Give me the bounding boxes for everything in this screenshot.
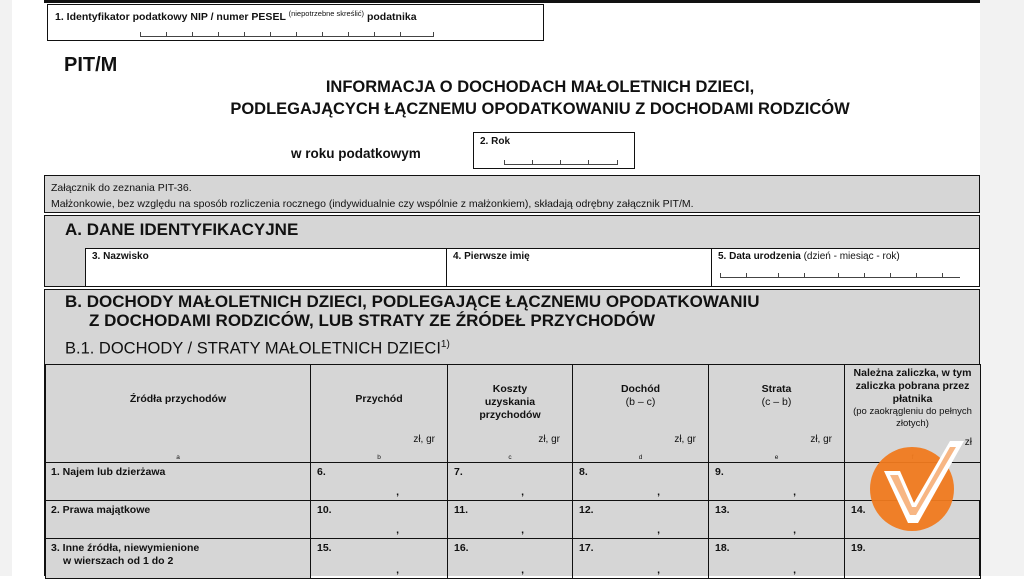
nip-pesel-field[interactable] xyxy=(47,4,544,41)
top-rule xyxy=(44,0,980,3)
table-row xyxy=(46,463,981,501)
first-name-field[interactable] xyxy=(446,248,712,286)
col-header-income: Dochód (b – c) zł, gr d xyxy=(573,365,709,463)
income-table xyxy=(45,364,981,579)
note-line2: Małżonkowie, bez względu na sposób rozliczenia rocznego (indywidualnie czy wspólnie z małżonkiem), składają odrębny załącznik PIT/M. xyxy=(51,198,694,210)
birth-date-hint: (dzień - miesiąc - rok) xyxy=(803,251,900,262)
section-b xyxy=(44,289,980,576)
surname-label: 3. Nazwisko xyxy=(92,251,149,262)
field-8[interactable]: 8. , xyxy=(573,463,709,501)
field-9[interactable]: 9. , xyxy=(709,463,845,501)
section-a xyxy=(44,215,980,287)
section-b-heading-line1: B. DOCHODY MAŁOLETNICH DZIECI, PODLEGAJĄCE ŁĄCZNEMU OPODATKOWANIU xyxy=(65,292,760,311)
field-11[interactable]: 11. , xyxy=(448,501,573,539)
field-16[interactable]: 16. , xyxy=(448,539,573,579)
page-edge-right xyxy=(980,0,1024,576)
col-header-costs: Koszty uzyskania przychodów zł, gr c xyxy=(448,365,573,463)
field-17[interactable]: 17. , xyxy=(573,539,709,579)
section-b-heading-line2: Z DOCHODAMI RODZICÓW, LUB STRATY ZE ŹRÓDEŁ PRZYCHODÓW xyxy=(89,311,656,330)
col-header-loss: Strata (c – b) zł, gr e xyxy=(709,365,845,463)
field-15[interactable]: 15. , xyxy=(311,539,448,579)
first-name-label: 4. Pierwsze imię xyxy=(453,251,530,262)
birth-date-label: 5. Data urodzenia xyxy=(718,251,801,262)
col-header-source: Źródła przychodów a xyxy=(46,365,311,463)
nip-digit-ticks xyxy=(140,32,434,37)
surname-field[interactable] xyxy=(85,248,447,286)
birth-date-ticks xyxy=(720,273,960,278)
tax-year-label: 2. Rok xyxy=(480,136,511,147)
attachment-note xyxy=(44,175,980,213)
table-header-row xyxy=(46,365,981,463)
section-b1-heading: B.1. DOCHODY / STRATY MAŁOLETNICH DZIECI$^{1)}$ xyxy=(65,339,450,358)
birth-date-field[interactable] xyxy=(711,248,979,286)
field-18[interactable]: 18. , xyxy=(709,539,845,579)
note-line1: Załącznik do zeznania PIT-36. xyxy=(51,182,192,194)
field-12[interactable]: 12. , xyxy=(573,501,709,539)
form-code: PIT/M xyxy=(64,54,118,76)
nip-pesel-label: 1. Identyfikator podatkowy NIP / numer PESEL $^{(niepotrzebne skreślić)}$ podatnika xyxy=(55,9,417,23)
form-title-line1: INFORMACJA O DOCHODACH MAŁOLETNICH DZIECI, xyxy=(325,78,755,96)
footnote-marker: 1) xyxy=(440,339,450,350)
field-19[interactable]: 19. xyxy=(845,539,981,579)
col-header-advance: Należna zaliczka, w tym zaliczka pobrana przez płatnika (po zaokrągleniu do pełnych złotych) zł xyxy=(845,365,981,463)
tax-year-prefix: w roku podatkowym xyxy=(291,146,421,161)
col-header-revenue: Przychód zł, gr b xyxy=(311,365,448,463)
field-13[interactable]: 13. , xyxy=(709,501,845,539)
row-label-other-sources: 3. Inne źródła, niewymienione w wierszach od 1 do 2 xyxy=(46,539,311,579)
section-a-heading: A. DANE IDENTYFIKACYJNE xyxy=(65,220,299,239)
year-digit-ticks xyxy=(504,160,618,165)
row-label-rental: 1. Najem lub dzierżawa xyxy=(46,463,311,501)
table-row xyxy=(46,539,981,579)
table-row xyxy=(46,501,981,539)
field-10[interactable]: 10. , xyxy=(311,501,448,539)
row-label-property-rights: 2. Prawa majątkowe xyxy=(46,501,311,539)
field-6[interactable]: 6. , xyxy=(311,463,448,501)
tax-year-field[interactable] xyxy=(473,132,635,169)
form-title-line2: PODLEGAJĄCYCH ŁĄCZNEMU OPODATKOWANIU Z DOCHODAMI RODZICÓW xyxy=(230,100,850,118)
field-7[interactable]: 7. , xyxy=(448,463,573,501)
field-14[interactable]: 14. xyxy=(845,501,981,539)
page-edge-left xyxy=(0,0,12,576)
checkmark-logo-icon xyxy=(866,433,968,535)
